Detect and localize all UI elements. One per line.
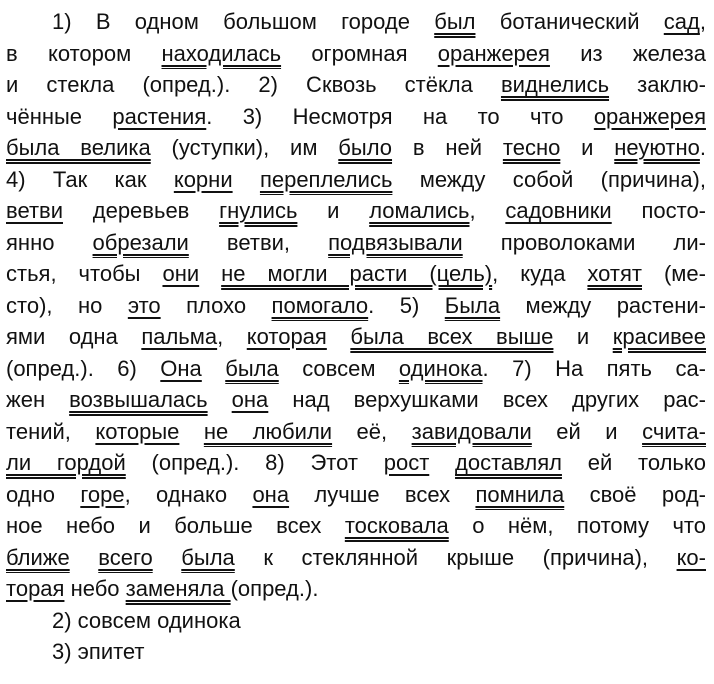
text-line <box>6 164 706 196</box>
text-line <box>6 227 706 259</box>
predicate-word: не любили <box>203 418 333 444</box>
text-segment: и <box>297 198 370 223</box>
text-segment: одно <box>6 481 81 507</box>
subject-word: это <box>127 292 161 318</box>
text-segment: деревьев <box>63 198 220 223</box>
predicate-word: находилась <box>161 40 282 66</box>
text-line <box>6 258 706 290</box>
text-line <box>6 479 706 511</box>
predicate-word: тосковала <box>344 513 449 538</box>
text-segment <box>199 261 221 286</box>
subject-word: торая <box>6 576 65 601</box>
text-segment: ное небо и больше всех <box>6 513 345 538</box>
predicate-word: помогало <box>271 292 369 318</box>
text-segment: небо <box>64 576 126 601</box>
subject-word: ко- <box>676 544 706 570</box>
text-line <box>6 38 706 70</box>
text-segment: (опред.). 6) <box>6 355 161 381</box>
predicate-word: хотят <box>587 261 642 286</box>
text-line <box>6 132 706 164</box>
text-segment: . 7) На пять са- <box>482 355 706 381</box>
text-segment: её, <box>332 418 412 444</box>
text-segment: янно <box>6 229 93 255</box>
subject-word: растения <box>112 103 207 129</box>
text-segment: и <box>553 324 613 349</box>
predicate-word: была <box>181 544 235 570</box>
text-line <box>6 447 706 479</box>
predicate-word: счита- <box>642 418 706 444</box>
text-segment: ей и <box>531 418 643 444</box>
predicate-word: была всех выше <box>350 324 554 349</box>
text-line <box>6 384 706 416</box>
text-segment: , <box>469 198 506 223</box>
subject-word: ветви <box>6 198 63 223</box>
subject-word: которая <box>246 324 327 349</box>
text-segment: между растени- <box>500 292 706 318</box>
subject-word: пальма <box>141 324 218 349</box>
subject-word: садовники <box>505 198 612 223</box>
predicate-word: подвязывали <box>328 229 463 255</box>
text-segment: 4) Так как <box>6 166 174 192</box>
text-segment: стья, чтобы <box>6 261 163 286</box>
text-segment <box>233 167 260 192</box>
text-segment <box>327 324 351 349</box>
predicate-word: Была <box>444 292 501 318</box>
answer-item: 2) совсем одинока <box>52 607 241 633</box>
predicate-word: доставлял <box>455 450 562 475</box>
subject-word: горе <box>80 481 125 507</box>
subject-word: она <box>231 387 269 412</box>
text-line <box>6 6 706 38</box>
text-segment: (опред.). <box>230 576 319 601</box>
text-line <box>6 101 706 133</box>
text-segment: сто), но <box>6 292 128 318</box>
text-line <box>6 195 706 227</box>
text-line <box>6 542 706 574</box>
subject-word: рост <box>383 450 430 475</box>
answer-item: 3) эпитет <box>52 639 145 664</box>
text-line <box>6 290 706 322</box>
text-segment: 1) В одном большом городе <box>52 9 435 34</box>
text-segment: ветви, <box>188 229 329 255</box>
text-segment: , куда <box>492 261 588 286</box>
text-segment <box>70 545 99 570</box>
text-segment: и <box>560 135 615 160</box>
text-segment: огромная <box>281 40 438 66</box>
text-segment: проволоками ли- <box>462 229 706 255</box>
text-line <box>6 416 706 448</box>
subject-word: они <box>162 261 200 286</box>
text-segment <box>153 545 182 570</box>
predicate-word: неуютно <box>614 135 700 160</box>
text-segment: , однако <box>124 481 253 507</box>
predicate-word: ли гордой <box>6 450 126 475</box>
text-segment: в котором <box>6 40 162 66</box>
text-line <box>6 353 706 385</box>
subject-word: она <box>252 481 290 507</box>
subject-word: сад <box>663 9 700 34</box>
text-segment: плохо <box>160 292 272 318</box>
text-segment <box>202 356 225 381</box>
predicate-word: ломались <box>369 198 470 223</box>
text-segment: в ней <box>392 135 503 160</box>
text-segment: (уступки), им <box>150 135 339 160</box>
text-segment: , <box>217 324 247 349</box>
predicate-word: была <box>225 355 279 381</box>
subject-word: которые <box>95 418 180 444</box>
text-line <box>6 510 706 542</box>
text-segment: ботанический <box>475 9 664 34</box>
text-segment: из железа <box>549 40 706 66</box>
analysis-text <box>6 6 706 605</box>
predicate-word: завидовали <box>411 418 532 444</box>
text-segment: и стекла (опред.). 2) Сквозь стёкла <box>6 72 501 97</box>
text-segment: (ме- <box>642 261 706 286</box>
answers-list <box>6 605 706 668</box>
text-segment: . <box>699 135 706 160</box>
subject-word: Она <box>160 355 202 381</box>
predicate-word: всего <box>98 544 153 570</box>
subject-word: корни <box>173 166 233 192</box>
text-segment: тений, <box>6 418 96 444</box>
text-segment: (опред.). 8) Этот <box>125 450 384 475</box>
predicate-word: переплелись <box>259 166 393 192</box>
text-segment: заклю- <box>609 72 706 97</box>
text-segment <box>208 387 232 412</box>
text-segment: . 3) Несмотря на то что <box>206 103 594 129</box>
text-line <box>6 321 706 353</box>
predicate-word: гнулись <box>219 198 298 223</box>
text-segment: совсем <box>278 355 399 381</box>
text-segment: между собой (причина), <box>392 166 706 192</box>
text-segment: ями одна <box>6 324 142 349</box>
text-segment: ей только <box>561 450 706 475</box>
text-segment <box>429 450 455 475</box>
predicate-word: ближе <box>6 544 70 570</box>
predicate-word: был <box>434 9 476 34</box>
text-segment <box>179 419 203 444</box>
text-segment: к стеклянной крыше (причина), <box>234 544 677 570</box>
text-segment: , <box>699 9 706 34</box>
predicate-word: обрезали <box>92 229 189 255</box>
predicate-word: виднелись <box>500 72 610 97</box>
text-segment: над верхушками всех других рас- <box>268 387 706 412</box>
text-line <box>6 69 706 101</box>
predicate-word: заменяла <box>125 576 231 601</box>
text-segment: лучше всех <box>289 481 476 507</box>
predicate-word: одинока <box>398 355 483 381</box>
text-segment: о нём, потому что <box>448 513 706 538</box>
text-segment: посто- <box>611 198 706 223</box>
predicate-word: была велика <box>6 135 151 160</box>
subject-word: оранжерея <box>593 103 706 129</box>
text-segment: чённые <box>6 103 113 129</box>
text-segment: . 5) <box>368 292 445 318</box>
predicate-word: тесно <box>502 135 561 160</box>
predicate-word: было <box>338 135 393 160</box>
predicate-word: красивее <box>612 324 706 349</box>
text-line <box>6 573 706 605</box>
predicate-word: не могли расти (цель) <box>221 261 493 286</box>
text-segment: своё род- <box>564 481 706 507</box>
predicate-word: возвышалась <box>69 387 208 412</box>
subject-word: оранжерея <box>437 40 550 66</box>
predicate-word: помнила <box>475 481 565 507</box>
text-segment: жен <box>6 387 70 412</box>
